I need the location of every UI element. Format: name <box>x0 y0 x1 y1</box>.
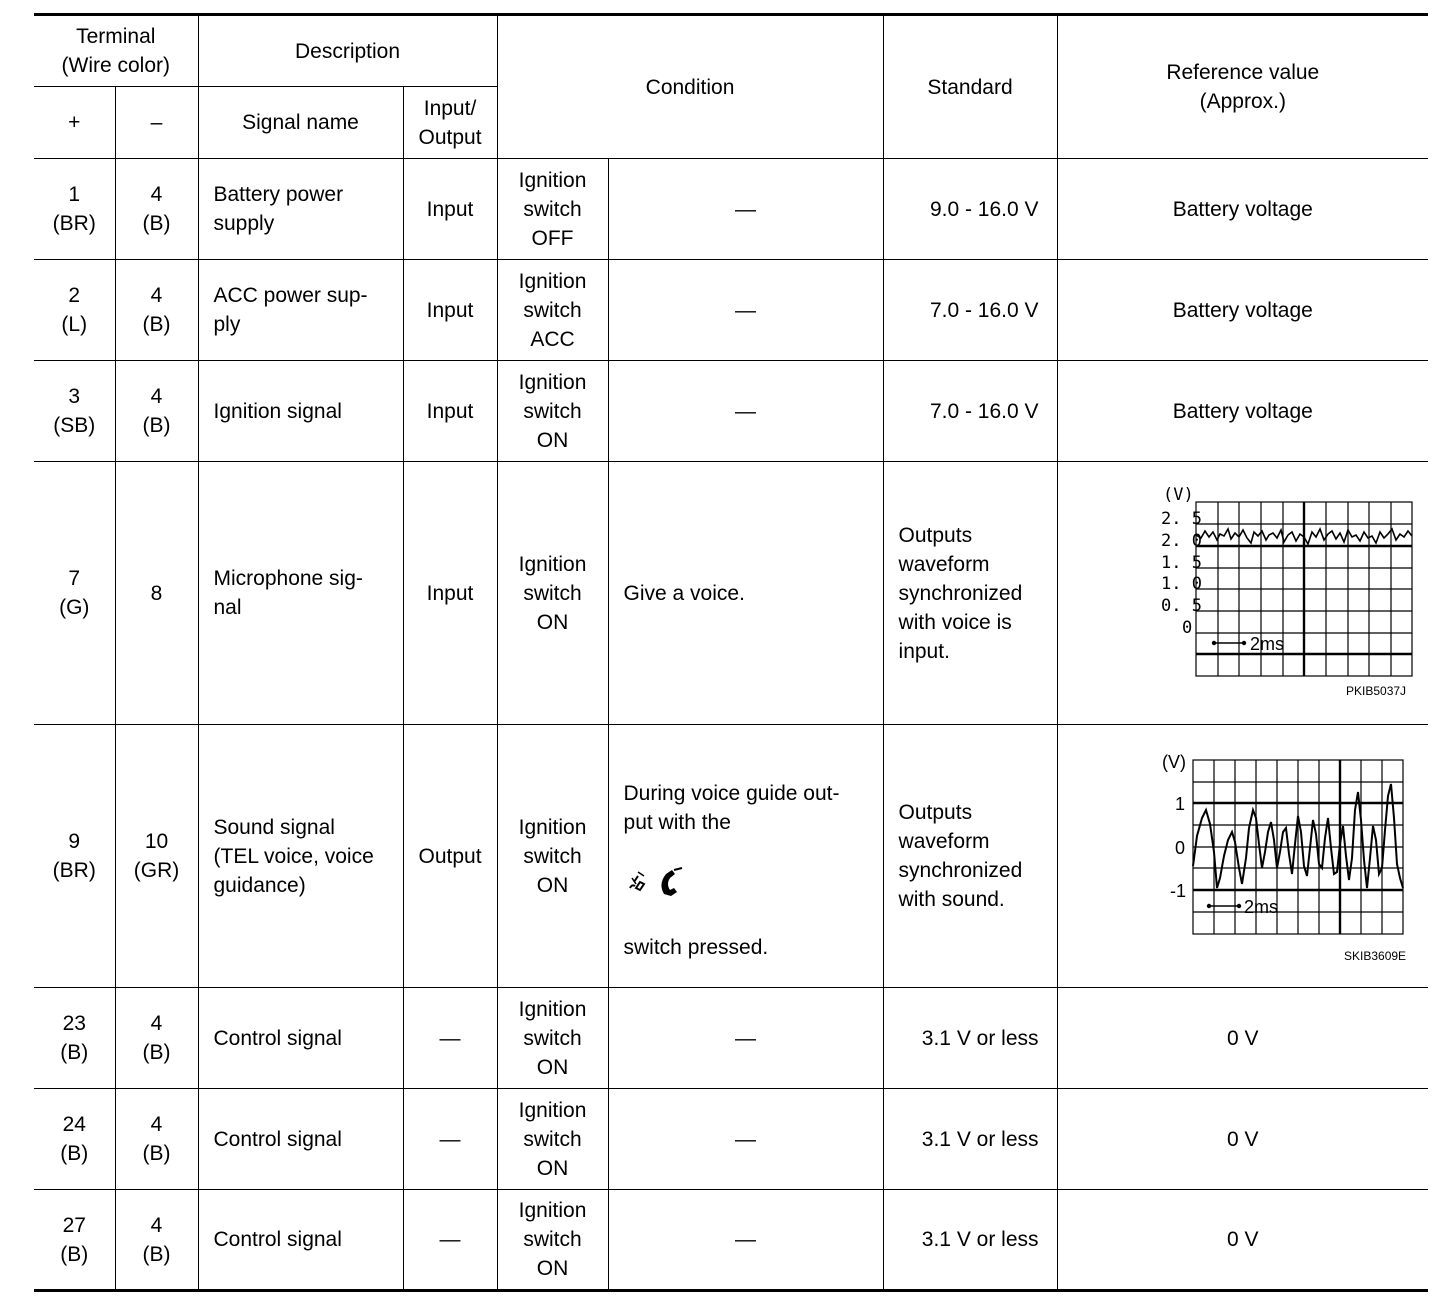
header-plus: + <box>34 87 115 159</box>
condition <box>608 725 883 988</box>
input-output: Input <box>403 159 497 260</box>
signal-name: Microphone sig- nal <box>198 462 403 725</box>
y-tick-label: 0. 5 <box>1160 596 1202 616</box>
condition: — <box>608 1190 883 1291</box>
terminal-spec-table <box>34 13 1428 1292</box>
header-condition: Condition <box>497 15 883 159</box>
table-row <box>34 725 1428 988</box>
table-row <box>34 462 1428 725</box>
input-output: — <box>403 1089 497 1190</box>
reference-value: 0 V <box>1057 988 1428 1089</box>
terminal-minus: 10 (GR) <box>115 725 198 988</box>
terminal-plus: 23 (B) <box>34 988 115 1089</box>
reference-value: 0 V <box>1057 1190 1428 1291</box>
standard-value: 3.1 V or less <box>883 1089 1057 1190</box>
terminal-minus: 4 (B) <box>115 361 198 462</box>
signal-name: Sound signal (TEL voice, voice guidance) <box>198 725 403 988</box>
ignition-condition: Ignition switch ON <box>497 988 608 1089</box>
condition: — <box>608 361 883 462</box>
terminal-plus: 27 (B) <box>34 1190 115 1291</box>
waveform-unit: (V) <box>1161 752 1186 772</box>
header-description: Description <box>198 15 497 87</box>
terminal-plus: 9 (BR) <box>34 725 115 988</box>
voice-phone-switch-icon <box>624 837 686 904</box>
header-signal-name: Signal name <box>198 87 403 159</box>
signal-name: Control signal <box>198 988 403 1089</box>
signal-name: Control signal <box>198 1190 403 1291</box>
header-standard: Standard <box>883 15 1057 159</box>
terminal-minus: 4 (B) <box>115 988 198 1089</box>
microphone-waveform <box>1098 485 1406 698</box>
y-tick-label: 1 <box>1174 794 1185 814</box>
figure-code: PKIB5037J <box>1345 684 1406 698</box>
input-output: Output <box>403 725 497 988</box>
table-row <box>34 1190 1428 1291</box>
y-tick-label: 2. 0 <box>1160 531 1202 551</box>
header-reference: Reference value (Approx.) <box>1057 15 1428 159</box>
y-tick-label: 1. 0 <box>1160 574 1202 594</box>
reference-waveform-cell <box>1057 462 1428 725</box>
condition-text: switch pressed. <box>623 936 769 959</box>
y-tick-label: 0 <box>1174 838 1185 858</box>
terminal-plus: 2 (L) <box>34 260 115 361</box>
condition: — <box>608 159 883 260</box>
time-scale-label: 2ms <box>1249 634 1284 654</box>
standard-value: 9.0 - 16.0 V <box>883 159 1057 260</box>
time-scale-marker <box>1212 634 1284 654</box>
condition-text: During voice guide out- put with the <box>623 782 840 834</box>
terminal-plus: 1 (BR) <box>34 159 115 260</box>
terminal-minus: 4 (B) <box>115 159 198 260</box>
standard-value: Outputs waveform synchronized with sound. <box>883 725 1057 988</box>
signal-name: ACC power sup- ply <box>198 260 403 361</box>
table-row <box>34 361 1428 462</box>
input-output: Input <box>403 462 497 725</box>
terminal-minus: 4 (B) <box>115 1190 198 1291</box>
table-row <box>34 159 1428 260</box>
sound-waveform <box>1098 748 1406 964</box>
terminal-plus: 24 (B) <box>34 1089 115 1190</box>
input-output: Input <box>403 260 497 361</box>
header-input-output: Input/ Output <box>403 87 497 159</box>
condition: Give a voice. <box>608 462 883 725</box>
signal-name: Control signal <box>198 1089 403 1190</box>
reference-value: Battery voltage <box>1057 361 1428 462</box>
y-tick-label: -1 <box>1169 881 1186 901</box>
standard-value: 3.1 V or less <box>883 1190 1057 1291</box>
standard-value: 7.0 - 16.0 V <box>883 260 1057 361</box>
table-row <box>34 260 1428 361</box>
terminal-minus: 8 <box>115 462 198 725</box>
condition: — <box>608 988 883 1089</box>
input-output: — <box>403 1190 497 1291</box>
signal-name: Ignition signal <box>198 361 403 462</box>
terminal-minus: 4 (B) <box>115 1089 198 1190</box>
reference-value: 0 V <box>1057 1089 1428 1190</box>
terminal-plus: 7 (G) <box>34 462 115 725</box>
ignition-condition: Ignition switch ON <box>497 725 608 988</box>
ignition-condition: Ignition switch ON <box>497 361 608 462</box>
table-row <box>34 1089 1428 1190</box>
standard-value: 3.1 V or less <box>883 988 1057 1089</box>
header-minus: – <box>115 87 198 159</box>
input-output: Input <box>403 361 497 462</box>
figure-code: SKIB3609E <box>1343 949 1406 963</box>
ignition-condition: Ignition switch ON <box>497 1190 608 1291</box>
condition: — <box>608 1089 883 1190</box>
terminal-minus: 4 (B) <box>115 260 198 361</box>
y-tick-label: 1. 5 <box>1160 553 1202 573</box>
reference-waveform-cell <box>1057 725 1428 988</box>
ignition-condition: Ignition switch ACC <box>497 260 608 361</box>
time-scale-label: 2ms <box>1243 897 1278 917</box>
reference-value: Battery voltage <box>1057 260 1428 361</box>
ignition-condition: Ignition switch ON <box>497 1089 608 1190</box>
ignition-condition: Ignition switch ON <box>497 462 608 725</box>
ignition-condition: Ignition switch OFF <box>497 159 608 260</box>
y-tick-label: 2. 5 <box>1160 509 1202 529</box>
standard-value: Outputs waveform synchronized with voice is input. <box>883 462 1057 725</box>
standard-value: 7.0 - 16.0 V <box>883 361 1057 462</box>
input-output: — <box>403 988 497 1089</box>
header-terminal: Terminal (Wire color) <box>34 15 198 87</box>
reference-value: Battery voltage <box>1057 159 1428 260</box>
table-row <box>34 988 1428 1089</box>
y-tick-label: 0 <box>1181 618 1193 638</box>
signal-name: Battery power supply <box>198 159 403 260</box>
condition: — <box>608 260 883 361</box>
time-scale-marker <box>1207 897 1278 917</box>
terminal-plus: 3 (SB) <box>34 361 115 462</box>
waveform-unit: (V) <box>1162 485 1194 505</box>
